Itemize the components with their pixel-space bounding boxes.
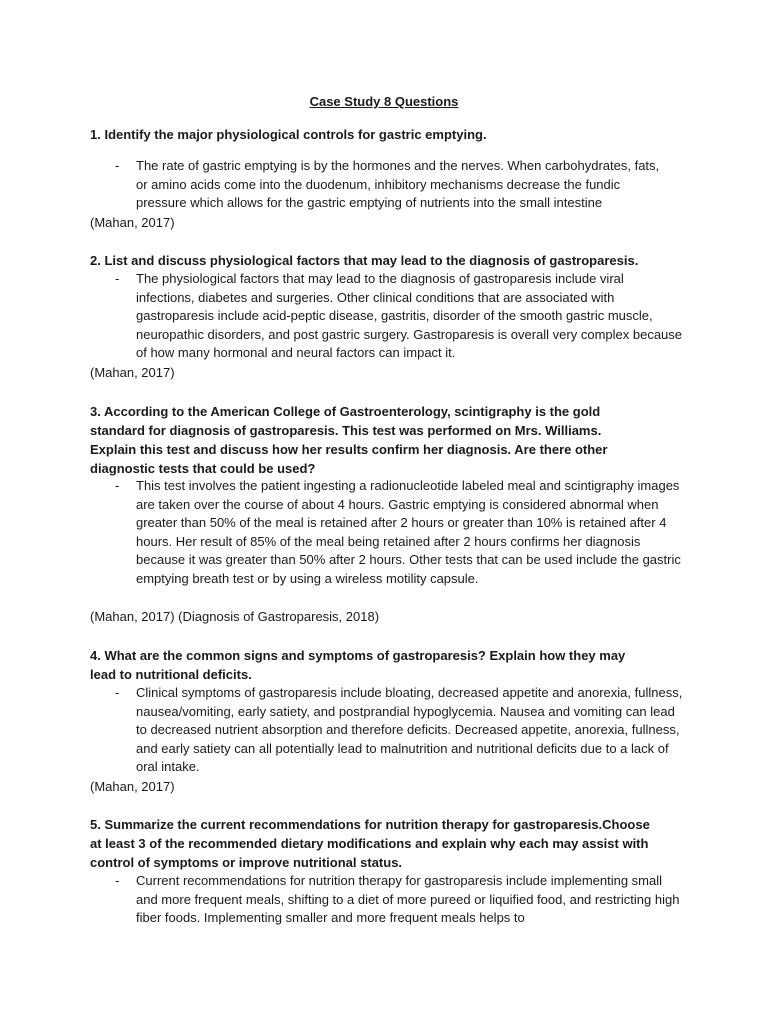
citation-2: (Mahan, 2017) [90, 365, 175, 380]
question-4: 4. What are the common signs and symptoms of gastroparesis? Explain how they may lead to nutritional deficits. [90, 648, 626, 682]
answer-3 [115, 477, 685, 589]
citation-4: (Mahan, 2017) [90, 779, 175, 794]
question-2: 2. List and discuss physiological factors that may lead to the diagnosis of gastroparesis. [90, 253, 639, 268]
answer-3-text: This test involves the patient ingesting a radionucleotide labeled meal and scintigraphy images are taken over the course of about 4 hours. Gastric emptying is considered abnormal when greater than 50% of the meal is retained after 2 hours or greater than 10% is retained after 4 hours. Her result of 85% of the meal being retained after 2 hours confirms her diagnosis because it was greater than 50% after 2 hours. Other tests that can be used include the gastric emptying breath test or by using a wireless motility capsule. [136, 478, 681, 586]
bullet-dash: - [115, 271, 120, 286]
answer-4-text: Clinical symptoms of gastroparesis include bloating, decreased appetite and anorexia, fullness, nausea/vomiting, early satiety, and postprandial hypoglycemia. Nausea and vomiting can lead to decreased nutrient absorption and therefore deficits. Decreased appetite, anorexia, fullness, and early satiety can all potentially lead to malnutrition and nutritional deficits due to a lack of oral intake. [136, 685, 683, 775]
bullet-dash: - [115, 478, 120, 493]
bullet-dash: - [115, 158, 120, 173]
answer-1-text: The rate of gastric emptying is by the hormones and the nerves. When carbohydrates, fats, or amino acids come into the duodenum, inhibitory mechanisms decrease the fundic pressure which allows for the gastric emptying of nutrients into the small intestine [136, 158, 660, 211]
bullet-dash: - [115, 873, 120, 888]
question-5: 5. Summarize the current recommendations for nutrition therapy for gastroparesis.Choose at least 3 of the recommended dietary modifications and explain why each may assist with control of symptoms or improve nutritional status. [90, 817, 650, 870]
answer-2-text: The physiological factors that may lead to the diagnosis of gastroparesis include viral infections, diabetes and surgeries. Other clinical conditions that are associated with gastroparesis include acid-peptic disease, gastritis, disorder of the smooth gastric muscle, neuropathic disorders, and post gastric surgery. Gastroparesis is overall very complex because of how many hormonal and neural factors can impact it. [136, 271, 683, 361]
question-1: 1. Identify the major physiological controls for gastric emptying. [90, 127, 487, 142]
answer-5 [115, 872, 685, 928]
answer-1 [115, 157, 660, 213]
citation-1: (Mahan, 2017) [90, 215, 175, 230]
answer-2 [115, 270, 685, 363]
citation-3: (Mahan, 2017) (Diagnosis of Gastroparesis, 2018) [90, 609, 380, 624]
answer-5-text: Current recommendations for nutrition therapy for gastroparesis include implementing small and more frequent meals, shifting to a diet of more pureed or liquified food, and restricting high fiber foods. Implementing smaller and more frequent meals helps to [136, 873, 680, 926]
bullet-dash: - [115, 685, 120, 700]
document-title: Case Study 8 Questions [309, 94, 459, 109]
question-3: 3. According to the American College of Gastroenterology, scintigraphy is the gold standard for diagnosis of gastroparesis. This test was performed on Mrs. Williams. Explain this test and discuss how her results confirm her diagnosis. Are there other diagnostic tests that could be used? [90, 404, 608, 476]
answer-4 [115, 684, 685, 777]
